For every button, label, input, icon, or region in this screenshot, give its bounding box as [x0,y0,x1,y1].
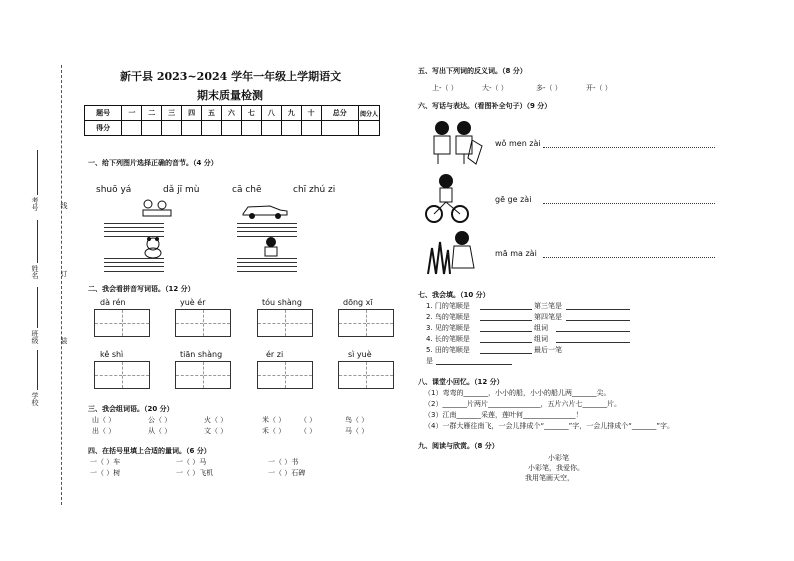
score-cell: 九 [281,106,301,121]
label-xingming: 姓名 [31,265,39,279]
score-input[interactable] [359,121,380,136]
q7-last-suffix: 是 [426,357,433,365]
score-header-row [85,106,380,121]
q6-answer-line[interactable] [543,203,715,204]
label-xian: 线 [60,202,68,209]
score-input[interactable] [162,121,182,136]
score-label: 得分 [85,121,122,136]
q7-item-label: 3. 见的笔顺是 [426,324,470,332]
poem-line: 小彩笔，我爱你。 [528,464,584,472]
q1-option: shuō yá [96,185,132,195]
q3-item[interactable]: 公（ ） [148,416,172,424]
binding-strip [14,140,69,500]
q7-blank[interactable] [480,331,532,332]
score-input[interactable] [221,121,241,136]
score-input[interactable] [122,121,142,136]
q4-item[interactable]: 一（ ）马 [176,458,207,466]
q7-right-label: 组词 [534,324,548,332]
score-cell: 阅分人 [359,106,380,121]
q3-item[interactable]: （ ） [300,427,317,435]
q7-title: 七、我会填。（10 分） [418,291,490,299]
kids-playing-image [138,198,174,218]
q7-item-label: 4. 长的笔顺是 [426,335,470,343]
xuexiao-line [37,350,38,390]
q3-item[interactable]: 出（ ） [92,427,116,435]
q3-item[interactable]: 鸟（ ） [345,416,369,424]
q2-title: 二、我会看拼音写词语。（12 分） [88,285,195,293]
q7-item-label: 2. 鸟的笔顺是 [426,313,470,321]
score-cell: 题号 [85,106,122,121]
q4-title: 四、在括号里填上合适的量词。（6 分） [88,447,211,455]
label-ding: 订 [60,270,68,277]
label-kaohao: 考号 [31,197,39,211]
q3-item[interactable]: 米（ ） [262,416,286,424]
q2-pinyin: dà rén [100,298,126,307]
q3-item[interactable]: 马（ ） [345,427,369,435]
q3-item[interactable]: 文（ ） [204,427,228,435]
q5-item[interactable]: 开-（ ） [586,84,612,92]
q1-option: dǎ jī mù [163,185,200,195]
child-talking-image [258,236,284,258]
q6-pinyin: gē ge zài [495,195,532,204]
q7-blank[interactable] [436,364,512,365]
score-cell: 六 [221,106,241,121]
q8-item[interactable]: （2）_______片两片_______________，五片六片七_______片。 [424,400,621,408]
q3-item[interactable]: 从（ ） [148,427,172,435]
score-cell: 七 [241,106,261,121]
q6-title: 六、写话与表达。（看图补全句子）（9 分） [418,102,552,110]
q8-item[interactable]: （4）一群大雁往南飞，一会儿排成个“_______”字，一会儿排成个“_______”字。 [424,422,674,430]
q2-pinyin: tiān shàng [180,350,223,359]
pinyin-answer-line[interactable] [237,223,297,237]
q3-item[interactable]: （ ） [300,416,317,424]
q6-pinyin: mā ma zài [495,249,537,258]
writing-grid[interactable] [94,309,150,337]
q7-right-label: 第四笔是 [534,313,562,321]
pinyin-answer-line[interactable] [104,258,164,272]
mother-gardening-image [424,228,476,276]
score-input[interactable] [301,121,321,136]
q8-item[interactable]: （1）弯弯的_______，小小的船，小小的船儿两_______尖。 [424,389,611,397]
q2-pinyin: ér zi [266,350,284,359]
score-cell: 总分 [321,106,358,121]
q5-title: 五、写出下列词的反义词。（8 分） [418,67,527,75]
poem-line: 我用笔画天空， [525,474,574,482]
q6-answer-line[interactable] [543,257,715,258]
score-cell: 一 [122,106,142,121]
writing-grid[interactable] [338,361,394,389]
car-image [240,201,290,219]
q1-option: chī zhú zi [293,185,336,195]
score-cell: 三 [162,106,182,121]
pinyin-answer-line[interactable] [237,258,297,272]
q4-item[interactable]: 一（ ）树 [90,469,121,477]
q1-title: 一、给下列图片选择正确的音节。（4 分） [88,159,218,167]
score-cell: 二 [142,106,162,121]
pinyin-answer-line[interactable] [104,223,164,237]
label-banji: 班级 [31,330,39,344]
q2-pinyin: tóu shàng [262,298,302,307]
label-xuexiao: 学校 [31,392,39,406]
q8-title: 八、课堂小回忆。（12 分） [418,378,504,386]
q9-title: 九、阅读与欣赏。（8 分） [418,442,499,450]
q5-item[interactable]: 多-（ ） [536,84,562,92]
label-zhuang: 装 [60,337,68,344]
score-table [84,105,380,136]
score-input[interactable] [281,121,301,136]
two-kids-reading-image [428,118,484,166]
q2-pinyin: yuè ér [180,298,206,307]
page-title: 新干县 2023~2024 学年一年级上学期语文 [120,70,342,83]
q7-blank[interactable] [556,331,630,332]
q7-right-label: 第三笔是 [534,302,562,310]
score-input[interactable] [202,121,222,136]
q7-blank[interactable] [480,353,532,354]
writing-grid[interactable] [175,309,231,337]
q4-item[interactable]: 一（ ）车 [90,458,121,466]
score-input[interactable] [182,121,202,136]
score-input[interactable] [321,121,358,136]
q3-item[interactable]: 禾（ ） [262,427,286,435]
score-input[interactable] [261,121,281,136]
kaohao-line [37,150,38,195]
q4-item[interactable]: 一（ ）飞机 [176,469,214,477]
q3-item[interactable]: 山（ ） [92,416,116,424]
writing-grid[interactable] [338,309,394,337]
poem-title: 小彩笔 [548,454,569,462]
binding-dashed-line [61,65,62,505]
q3-item[interactable]: 火（ ） [204,416,228,424]
q7-blank[interactable] [480,309,532,310]
q3-title: 三、我会组词语。（20 分） [88,405,174,413]
score-cell: 十 [301,106,321,121]
score-cell: 五 [202,106,222,121]
score-cell: 八 [261,106,281,121]
q2-pinyin: kě shì [100,350,124,359]
q1-option: cā chē [232,185,262,195]
writing-grid[interactable] [175,361,231,389]
writing-grid[interactable] [94,361,150,389]
q4-item[interactable]: 一（ ）书 [268,458,299,466]
xingming-line [37,220,38,263]
banji-line [37,287,38,328]
boy-cycling-image [424,172,470,224]
q7-right-label: 最后一笔 [534,346,562,354]
score-input[interactable] [142,121,162,136]
q7-item-label: 5. 田的笔顺是 [426,346,470,354]
panda-eating-image [138,236,168,258]
q6-answer-line[interactable] [543,147,715,148]
q2-pinyin: dōng xī [343,298,373,307]
q7-blank[interactable] [556,342,630,343]
writing-grid[interactable] [257,309,313,337]
q2-pinyin: sì yuè [348,350,372,359]
score-value-row [85,121,380,136]
q7-item-label: 1. 门的笔顺是 [426,302,470,310]
q7-blank[interactable] [566,320,630,321]
q4-item[interactable]: 一（ ）石碑 [268,469,306,477]
score-input[interactable] [241,121,261,136]
q6-pinyin: wǒ men zài [495,139,541,148]
writing-grid[interactable] [257,361,313,389]
q7-blank[interactable] [566,309,630,310]
page-subtitle: 期末质量检测 [197,89,263,102]
q7-blank[interactable] [480,320,532,321]
score-cell: 四 [182,106,202,121]
q7-blank[interactable] [480,342,532,343]
q7-right-label: 组词 [534,335,548,343]
q8-item[interactable]: （3）江南_______采莲，莲叶何_______________！ [424,411,583,419]
q5-item[interactable]: 上-（ ） [432,84,458,92]
q5-item[interactable]: 大-（ ） [482,84,508,92]
